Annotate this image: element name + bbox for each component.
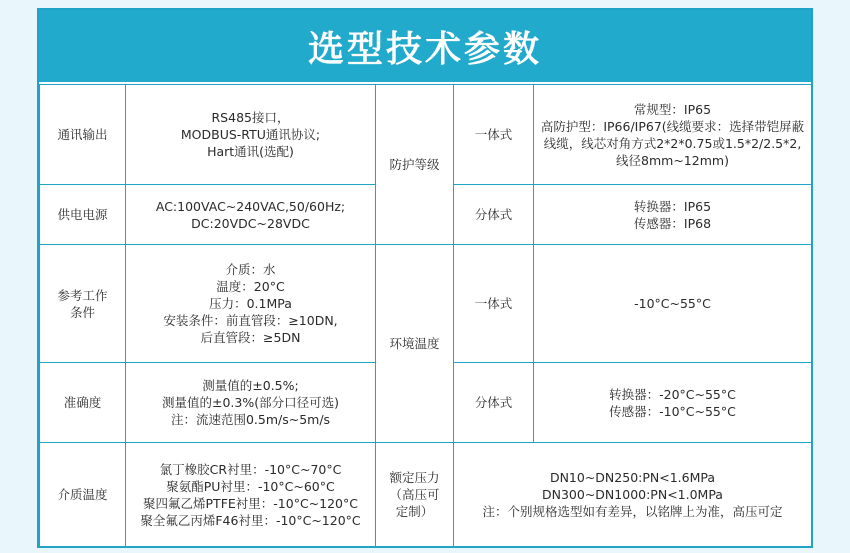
accuracy-label: 准确度 bbox=[40, 363, 126, 443]
comm-label: 通讯输出 bbox=[40, 85, 126, 185]
medium-temp-value bbox=[126, 443, 376, 547]
protection-split-line-1: 转换器：IP65 bbox=[633, 198, 712, 214]
work-label-line-2: 条件 bbox=[69, 304, 95, 320]
table-row bbox=[40, 443, 812, 547]
medium-temp-line-1: 氯丁橡胶CR衬里：-10°C~70°C bbox=[159, 461, 342, 477]
medium-temp-label: 介质温度 bbox=[40, 443, 126, 547]
pressure-line-3: 注：个别规格选型如有差异，以铭牌上为准，高压可定 bbox=[482, 504, 783, 519]
pressure-label-line-3: 定制） bbox=[395, 504, 434, 519]
table-row bbox=[40, 245, 812, 363]
accuracy-value bbox=[126, 363, 376, 443]
protection-split-line-2: 传感器：IP68 bbox=[633, 215, 712, 231]
work-line-2: 温度：20°C bbox=[216, 279, 285, 294]
protection-label: 防护等级 bbox=[376, 85, 454, 245]
power-line-1: AC:100VAC~240VAC,50/60Hz; bbox=[155, 198, 346, 214]
page-title: 选型技术参数 bbox=[307, 28, 542, 70]
protection-integral-value bbox=[534, 85, 812, 185]
protection-split-label: 分体式 bbox=[454, 185, 534, 245]
work-value bbox=[126, 245, 376, 363]
work-label-line-1: 参考工作 bbox=[57, 287, 108, 303]
comm-value bbox=[126, 85, 376, 185]
title-bar bbox=[39, 10, 811, 82]
protection-integral-line-2: 高防护型：IP66/IP67(线缆要求：选择带铠屏蔽线缆，线芯对角方式2*2*0.75或1.5*2/2.5*2,线径8mm~12mm) bbox=[540, 118, 805, 168]
comm-line-1: RS485接口， bbox=[211, 110, 290, 125]
env-integral-label: 一体式 bbox=[454, 245, 534, 363]
pressure-line-2: DN300~DN1000:PN<1.0MPa bbox=[542, 487, 723, 502]
accuracy-line-3: 注：流速范围0.5m/s~5m/s bbox=[170, 412, 331, 427]
env-integral-line-1: -10°C~55°C bbox=[634, 296, 711, 311]
comm-line-3: Hart通讯(选配) bbox=[207, 144, 294, 159]
accuracy-line-2: 测量值的±0.3%(部分口径可选) bbox=[162, 395, 339, 410]
env-temp-label: 环境温度 bbox=[376, 245, 454, 443]
pressure-label-line-2: （高压可 bbox=[389, 487, 440, 502]
work-line-4: 安装条件：前直管段：≥10DN, bbox=[163, 313, 338, 328]
power-label: 供电电源 bbox=[40, 185, 126, 245]
env-split-line-1: 转换器：-20°C~55°C bbox=[609, 386, 736, 402]
medium-temp-line-4: 聚全氟乙丙烯F46衬里：-10°C~120°C bbox=[140, 512, 361, 528]
work-label bbox=[40, 245, 126, 363]
spec-sheet bbox=[37, 8, 813, 548]
work-line-1: 介质：水 bbox=[225, 262, 276, 277]
protection-integral-label: 一体式 bbox=[454, 85, 534, 185]
accuracy-line-1: 测量值的±0.5%; bbox=[202, 378, 299, 393]
env-split-line-2: 传感器：-10°C~55°C bbox=[609, 403, 736, 419]
env-split-value bbox=[534, 363, 812, 443]
pressure-line-1: DN10~DN250:PN<1.6MPa bbox=[549, 470, 716, 485]
medium-temp-line-3: 聚四氟乙烯PTFE衬里：-10°C~120°C bbox=[143, 495, 358, 511]
power-line-2: DC:20VDC~28VDC bbox=[191, 215, 310, 231]
env-split-label: 分体式 bbox=[454, 363, 534, 443]
medium-temp-line-2: 聚氨酯PU衬里：-10°C~60°C bbox=[166, 478, 335, 494]
work-line-5: 后直管段：≥5DN bbox=[200, 330, 301, 345]
pressure-label-line-1: 额定压力 bbox=[389, 470, 440, 485]
pressure-value bbox=[454, 443, 812, 547]
protection-integral-line-1: 常规型：IP65 bbox=[633, 101, 712, 117]
table-row bbox=[40, 85, 812, 185]
pressure-label bbox=[376, 443, 454, 547]
spec-table bbox=[39, 84, 812, 547]
comm-line-2: MODBUS-RTU通讯协议; bbox=[180, 127, 321, 142]
work-line-3: 压力：0.1MPa bbox=[209, 296, 292, 311]
env-integral-value bbox=[534, 245, 812, 363]
power-value bbox=[126, 185, 376, 245]
protection-split-value bbox=[534, 185, 812, 245]
